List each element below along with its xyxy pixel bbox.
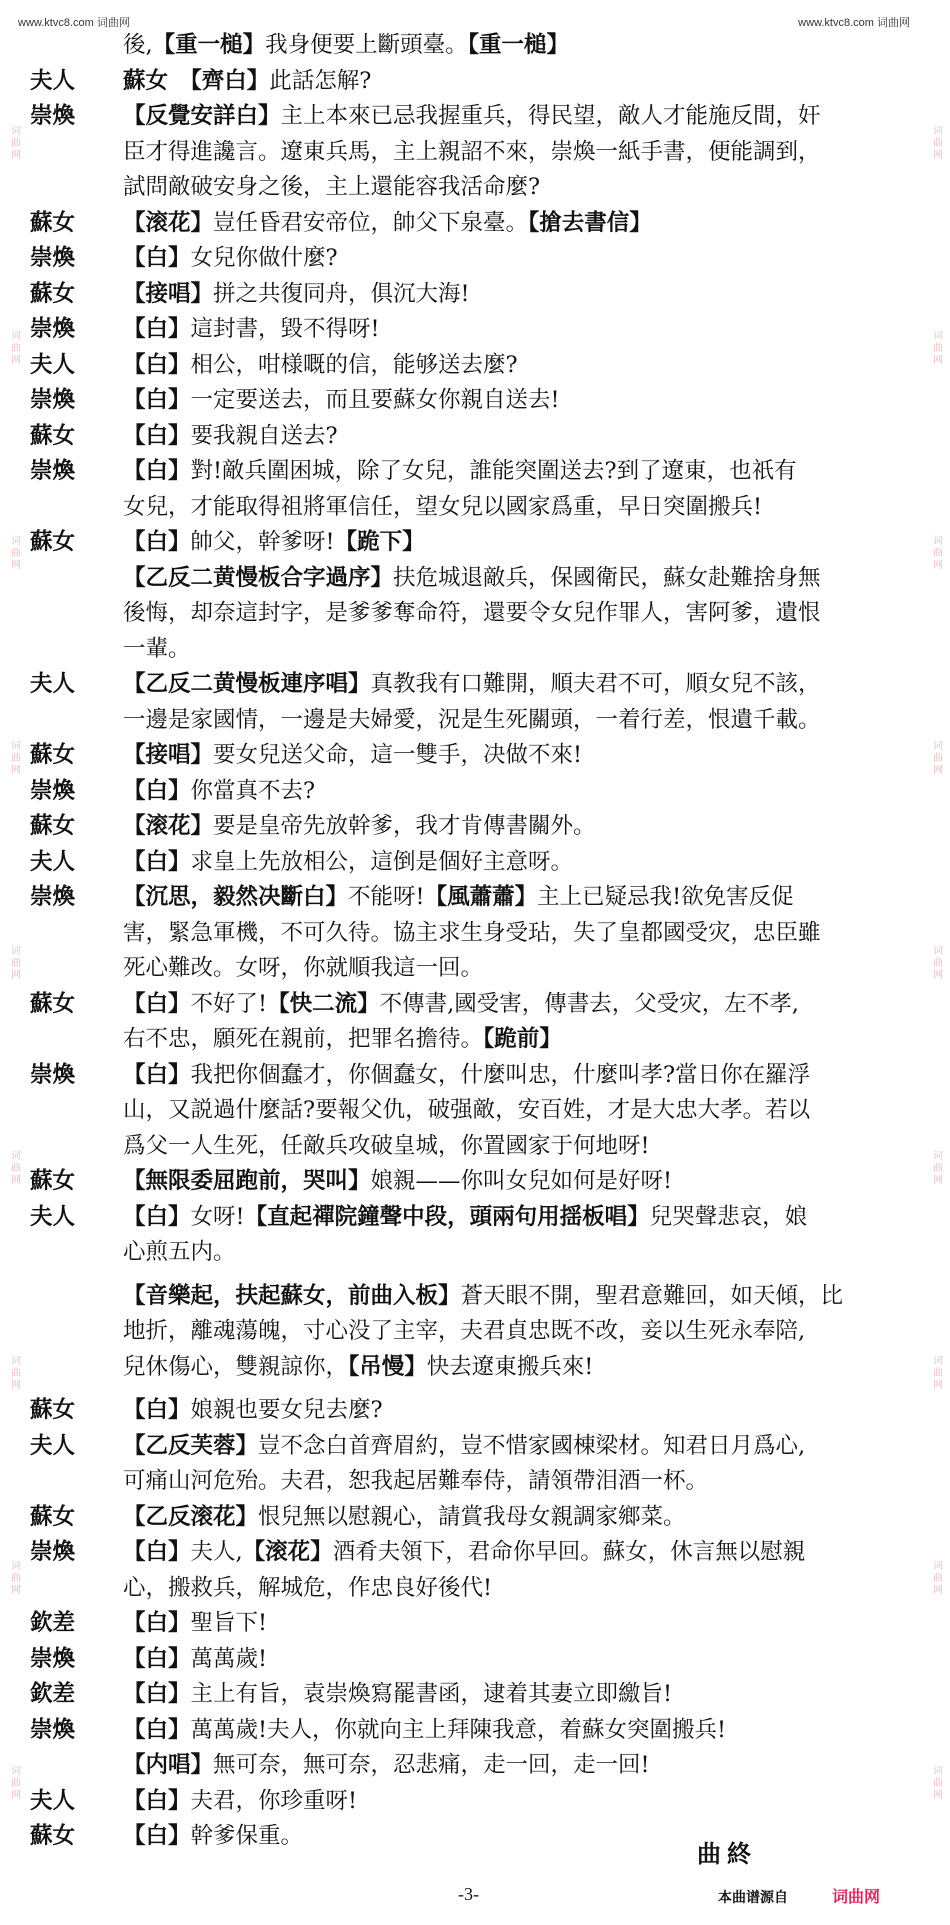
speaker-name: 夫人 — [30, 671, 76, 697]
stage-direction: 【乙反滚花】 — [123, 1503, 259, 1530]
script-line — [30, 809, 918, 845]
stage-direction: 【白】 — [123, 1203, 191, 1230]
watermark-text: 词曲网 — [930, 1559, 942, 1596]
line-text — [123, 1571, 918, 1607]
script-line — [30, 1350, 918, 1386]
lyric-text: 心，搬救兵，解城危，作忠良好後代! — [123, 1574, 493, 1601]
lyric-text: 右不忠，願死在親前，把罪名擔待。 — [123, 1026, 484, 1052]
script-line — [30, 596, 918, 632]
script-line — [30, 1500, 918, 1536]
lyric-text: 試問敵破安身之後，主上還能容我活命麼? — [123, 174, 541, 200]
stage-direction: 【重一槌】 — [152, 32, 266, 58]
watermark-text: 词曲网 — [8, 1354, 20, 1391]
stage-direction: 【白】 — [123, 245, 191, 271]
watermark-text: 词曲网 — [8, 329, 20, 366]
speaker-name: 崇煥 — [30, 1716, 76, 1743]
line-text — [123, 738, 918, 774]
lyric-text: 夫君，你珍重呀! — [190, 1787, 358, 1814]
script-line — [30, 1129, 918, 1165]
left-margin-watermarks — [0, 40, 28, 1885]
line-text — [123, 419, 918, 455]
watermark-text: 词曲网 — [8, 534, 20, 571]
line-text — [123, 525, 918, 561]
lyric-text: 無可奈，無可奈，忍悲痛，走一回，走一回! — [213, 1752, 650, 1778]
line-text — [123, 916, 918, 952]
script-line — [30, 703, 918, 739]
stage-direction: 【直起禪院鐘聲中段，頭兩句用揺板唱】 — [244, 1203, 650, 1230]
stage-direction: 【白】 — [123, 848, 191, 875]
script-line — [30, 738, 918, 774]
line-text — [123, 1393, 918, 1429]
script-line — [30, 1314, 918, 1350]
script-line — [30, 277, 918, 313]
lyric-text: 要女兒送父命，這一雙手，决做不來! — [213, 742, 583, 768]
speaker-name: 夫人 — [30, 1787, 76, 1814]
lyric-text: 求皇上先放相公，這倒是個好主意呀。 — [190, 848, 574, 875]
right-margin-watermarks — [922, 40, 950, 1885]
stage-direction: 【接唱】 — [123, 742, 214, 768]
source-credit: 本曲谱源自 — [718, 1889, 788, 1905]
stage-direction: 【白】 — [123, 1681, 191, 1707]
script-line — [30, 1164, 918, 1200]
lyric-text: 對!敵兵圍困城，除了女兒，誰能突圍送去?到了遼東，也祇有 — [190, 458, 797, 484]
stage-direction: 【無限委屈跑前，哭叫】 — [123, 1168, 371, 1194]
lyric-text: 主上有旨，袁崇煥寫罷書函，逮着其妻立即繳旨! — [190, 1681, 673, 1707]
line-text — [123, 1022, 918, 1058]
line-text — [123, 1500, 918, 1536]
line-text — [123, 951, 918, 987]
stage-direction: 【吊慢】 — [348, 1353, 427, 1380]
speaker-name: 夫人 — [30, 1203, 76, 1230]
brand-logo: 词曲网 — [832, 1889, 881, 1906]
script-line — [30, 1606, 918, 1642]
speaker-name: 蘇女 — [30, 1503, 76, 1530]
speaker-name: 蘇女 — [30, 990, 76, 1017]
lyric-text: 不能呀! — [348, 884, 425, 910]
script-line — [30, 916, 918, 952]
script-line — [30, 1748, 918, 1784]
speaker-name: 崇煥 — [30, 103, 76, 129]
stage-direction: 【乙反二黄慢板合字過序】 — [123, 564, 394, 591]
lyric-text: 蒼天眼不開，聖君意難回，如天傾，比 — [460, 1282, 844, 1309]
script-line — [30, 64, 918, 100]
watermark-text: 词曲网 — [8, 944, 20, 981]
lyric-text: 女呀! — [190, 1203, 245, 1230]
lyric-text: 後悔，却奈這封字，是爹爹奪命符，還要令女兒作罪人，害阿爹，遺恨 — [123, 600, 821, 626]
speaker-name: 崇煥 — [30, 777, 76, 804]
line-text — [123, 1093, 918, 1129]
script-line — [30, 135, 918, 171]
speaker-name: 崇煥 — [30, 1539, 76, 1565]
stage-direction: 【内唱】 — [123, 1752, 214, 1778]
script-line — [30, 1279, 918, 1315]
lyric-text: 不傳書,國受害，傳書去，父受灾，左不孝, — [379, 990, 799, 1017]
page-number: -3- — [458, 1884, 479, 1904]
speaker-name: 崇煥 — [30, 245, 76, 271]
stage-direction: 【風蕭蕭】 — [424, 884, 538, 910]
script-line — [30, 774, 918, 810]
speaker-name: 蘇女 — [30, 742, 76, 768]
lyric-text: 豈任昏君安帝位，帥父下泉臺。 — [213, 209, 529, 236]
script-line — [30, 206, 918, 242]
speaker-name: 夫人 — [30, 67, 76, 94]
lyric-text: 一邊是家國情，一邊是夫婦愛，況是生死關頭，一着行差，恨遺千載。 — [123, 706, 821, 733]
stage-direction: 【反覺安詳白】 — [123, 103, 281, 129]
lyric-text: 一輩。 — [123, 635, 191, 662]
line-text — [123, 1535, 918, 1571]
lyric-text: 萬萬歲! — [190, 1645, 268, 1672]
lyric-text: 死心難改。女呀，你就順我這一回。 — [123, 955, 484, 981]
line-text — [123, 1350, 918, 1386]
watermark-text: 词曲网 — [930, 124, 942, 161]
watermark-text: 词曲网 — [930, 1354, 942, 1391]
script-line — [30, 1200, 918, 1236]
speaker-name: 夫人 — [30, 351, 76, 378]
line-text — [123, 1058, 918, 1094]
stage-direction: 【滚花】 — [123, 209, 214, 236]
stage-direction: 【滚花】 — [123, 813, 214, 839]
lyric-text: 爲父一人生死，任敵兵攻破皇城，你置國家于何地呀! — [123, 1132, 650, 1159]
watermark-text: 词曲网 — [8, 1149, 20, 1186]
lyric-text: 你當真不去? — [190, 777, 316, 804]
script-line — [30, 525, 918, 561]
page-footer — [0, 1834, 950, 1924]
lyric-text: 夫人, — [190, 1539, 243, 1565]
script-line — [30, 1713, 918, 1749]
lyric-text: 帥父，幹爹呀! — [190, 529, 335, 555]
lyric-text: 真教我有口難開，順夫君不可，順女兒不該， — [370, 671, 821, 697]
script-line — [30, 383, 918, 419]
lyric-text: 豈不念白首齊眉約，豈不惜家國棟梁材。知君日月爲心, — [258, 1432, 806, 1459]
lyric-text: 害，緊急軍機，不可久待。協主求生身受玷，失了皇都國受灾，忠臣雖 — [123, 919, 821, 946]
lyric-text: 主上本來已忌我握重兵，得民望，敵人才能施反間，奸 — [280, 103, 821, 129]
stage-direction: 【白】 — [123, 1539, 191, 1565]
stage-direction: 【跪下】 — [334, 529, 425, 555]
stage-direction: 【跪前】 — [483, 1026, 562, 1052]
script-line — [30, 561, 918, 597]
watermark-text: 词曲网 — [8, 124, 20, 161]
line-text — [123, 845, 918, 881]
stage-direction: 【乙反二黄慢板連序唱】 — [123, 671, 371, 697]
stage-direction: 【重一槌】 — [467, 32, 569, 58]
lyric-text: 我身便要上斷頭臺。 — [265, 32, 468, 58]
script-line — [30, 454, 918, 490]
stage-direction: 【快二流】 — [267, 990, 380, 1017]
stage-direction: 【白】 — [123, 1397, 191, 1423]
line-text — [123, 1748, 918, 1784]
stage-direction: 【白】 — [123, 529, 191, 555]
speaker-name: 夫人 — [30, 1432, 76, 1459]
script-line — [30, 987, 918, 1023]
end-mark: 曲終 — [697, 1839, 757, 1868]
speaker-name: 欽差 — [30, 1681, 76, 1707]
lyric-text: 心煎五内。 — [123, 1239, 236, 1265]
watermark-text: 词曲网 — [8, 1559, 20, 1596]
script-line — [30, 28, 918, 64]
lyric-text: 地折，離魂蕩魄，寸心没了主宰，夫君貞忠既不改，妾以生死永奉陪, — [123, 1318, 806, 1344]
line-text — [123, 490, 918, 526]
script-line — [30, 880, 918, 916]
line-text — [123, 1235, 918, 1271]
watermark-text: 词曲网 — [930, 329, 942, 366]
lyric-text: 女兒你做什麼? — [190, 245, 338, 271]
lyric-text: 要是皇帝先放幹爹，我才肯傳書關外。 — [213, 813, 596, 839]
line-text — [123, 348, 918, 384]
line-text — [123, 1464, 918, 1500]
stage-direction: 【白】 — [123, 1787, 191, 1814]
lyric-text: 幹爹保重。 — [190, 1823, 304, 1849]
line-text — [123, 1279, 918, 1315]
speaker-name: 崇煥 — [30, 316, 76, 342]
stage-direction: 【滚花】 — [242, 1539, 333, 1565]
lyric-text: 此話怎解? — [269, 67, 372, 94]
line-text — [123, 1713, 918, 1749]
speaker-name: 蘇女 — [30, 813, 76, 839]
speaker-name: 蘇女 — [30, 280, 76, 307]
speaker-name: 蘇女 — [30, 529, 76, 555]
script-line — [30, 1571, 918, 1607]
watermark-text: 词曲网 — [930, 534, 942, 571]
script-line — [30, 312, 918, 348]
script-line — [30, 99, 918, 135]
stage-direction: 【音樂起，扶起蘇女，前曲入板】 — [123, 1282, 461, 1309]
script-line — [30, 490, 918, 526]
lyric-text: 女兒，才能取得祖將軍信任，望女兒以國家爲重，早日突圍搬兵! — [123, 493, 763, 520]
script-line — [30, 170, 918, 206]
speaker-name: 欽差 — [30, 1610, 76, 1636]
watermark-text: 词曲网 — [930, 1149, 942, 1186]
script-line — [30, 419, 918, 455]
watermark-text: 词曲网 — [930, 1764, 942, 1801]
line-text — [123, 632, 918, 668]
lyric-text: 娘親也要女兒去麼? — [190, 1397, 383, 1423]
lyric-text: 娘親——你叫女兒如何是好呀! — [370, 1168, 673, 1194]
script-line — [30, 1677, 918, 1713]
stage-direction: 【白】 — [123, 1716, 191, 1743]
lyric-text: 我把你個蠢才，你個蠢女，什麼叫忠，什麼叫孝?當日你在羅浮 — [190, 1061, 811, 1088]
lyric-text: 不好了! — [190, 990, 268, 1017]
site-url-left: www.ktvc8.com 词曲网 — [18, 17, 130, 29]
speaker-name: 崇煥 — [30, 1645, 76, 1672]
stage-direction: 【白】 — [123, 316, 191, 342]
line-text — [123, 1642, 918, 1678]
line-text — [123, 383, 918, 419]
line-text — [123, 1200, 918, 1236]
line-text — [123, 561, 918, 597]
script-line — [30, 632, 918, 668]
script-line — [30, 1535, 918, 1571]
script-line — [30, 1093, 918, 1129]
stage-direction: 【白】 — [123, 351, 191, 378]
line-text — [123, 987, 918, 1023]
site-url-right: www.ktvc8.com 词曲网 — [798, 17, 910, 29]
lyric-text: 拼之共復同舟，俱沉大海! — [213, 280, 470, 307]
line-text — [123, 312, 918, 348]
lyric-text: 聖旨下! — [190, 1610, 268, 1636]
script-body — [30, 28, 918, 1855]
stage-direction: 【白】 — [123, 422, 191, 449]
line-text — [123, 1314, 918, 1350]
line-text — [123, 1784, 918, 1820]
lyric-text: 這封書，毀不得呀! — [190, 316, 380, 342]
lyric-text: 扶危城退敵兵，保國衛民，蘇女赴難捨身無 — [393, 564, 821, 591]
lyric-text: 快去遼東搬兵來! — [426, 1353, 594, 1380]
watermark-text: 词曲网 — [8, 739, 20, 776]
script-line — [30, 845, 918, 881]
line-text — [123, 454, 918, 490]
lyric-text: 萬萬歲!夫人，你就向主上拜陳我意，着蘇女突圍搬兵! — [190, 1716, 727, 1743]
lyric-text: 臣才得進讒言。遼東兵馬，主上親詔不來，崇煥一紙手書，便能調到， — [123, 138, 821, 165]
stage-direction: 【白】 — [123, 1061, 191, 1088]
line-text — [123, 703, 918, 739]
script-line — [30, 1022, 918, 1058]
lyric-text: 相公，咁様嘅的信，能够送去麼? — [190, 351, 518, 378]
script-line — [30, 1058, 918, 1094]
line-text — [123, 880, 918, 916]
lyric-text: 一定要送去，而且要蘇女你親自送去! — [190, 387, 560, 413]
line-text — [123, 596, 918, 632]
script-line — [30, 1784, 918, 1820]
line-text — [123, 135, 918, 171]
stage-direction: 【白】 — [123, 990, 191, 1017]
script-line — [30, 667, 918, 703]
watermark-text: 词曲网 — [930, 739, 942, 776]
stage-direction: 【白】 — [123, 1610, 191, 1636]
lyric-text: 後, — [123, 32, 153, 58]
stage-direction: 【搶去書信】 — [528, 209, 652, 236]
speaker-name: 蘇女 — [30, 1823, 76, 1849]
line-text — [123, 1606, 918, 1642]
stage-direction: 【齊白】 — [190, 67, 270, 94]
script-line — [30, 1464, 918, 1500]
line-text — [123, 1164, 918, 1200]
lyric-text: 酒肴夫領下，君命你早回。蘇女，休言無以慰親 — [332, 1539, 806, 1565]
speaker-name: 崇煥 — [30, 387, 76, 413]
speaker-name: 蘇女 — [30, 1397, 76, 1423]
lyric-text: 可痛山河危殆。夫君，恕我起居難奉侍，請領帶泪酒一杯。 — [123, 1468, 709, 1494]
watermark-text: 词曲网 — [930, 944, 942, 981]
script-line — [30, 348, 918, 384]
line-text — [123, 277, 918, 313]
lyric-text: 恨兒無以慰親心，請賞我母女親調家鄉菜。 — [258, 1503, 686, 1530]
speaker-name: 崇煥 — [30, 1061, 76, 1088]
line-text — [123, 774, 918, 810]
stage-direction: 【白】 — [123, 1823, 191, 1849]
stage-direction: 【白】 — [123, 1645, 191, 1672]
line-text — [123, 809, 918, 845]
speaker-name: 崇煥 — [30, 458, 76, 484]
script-line — [30, 1642, 918, 1678]
speaker-name: 蘇女 — [30, 209, 76, 236]
script-line — [30, 1235, 918, 1271]
lyric-text: 兒休傷心，雙親諒你， — [123, 1353, 349, 1380]
script-line — [30, 241, 918, 277]
script-line — [30, 1393, 918, 1429]
script-line — [30, 1429, 918, 1465]
watermark-text: 词曲网 — [8, 1764, 20, 1801]
line-text — [123, 206, 918, 242]
stage-direction: 【白】 — [123, 387, 191, 413]
stage-direction: 蘇女 — [123, 67, 191, 94]
line-text — [123, 99, 918, 135]
stage-direction: 【白】 — [123, 777, 191, 804]
stage-direction: 【乙反芙蓉】 — [123, 1432, 259, 1459]
lyric-text: 主上已疑忌我!欲免害反促 — [537, 884, 794, 910]
line-text — [123, 170, 918, 206]
speaker-name: 蘇女 — [30, 422, 76, 449]
stage-direction: 【接唱】 — [123, 280, 214, 307]
line-text — [123, 28, 918, 64]
stage-direction: 【白】 — [123, 458, 191, 484]
speaker-name: 崇煥 — [30, 884, 76, 910]
speaker-name: 蘇女 — [30, 1168, 76, 1194]
lyric-text: 山，又説過什麼話?要報父仇，破强敵，安百姓，才是大忠大孝。若以 — [123, 1097, 811, 1123]
line-text — [123, 1129, 918, 1165]
script-line — [30, 951, 918, 987]
line-text — [123, 241, 918, 277]
line-text — [123, 1429, 918, 1465]
line-text — [123, 64, 918, 100]
line-text — [123, 667, 918, 703]
lyric-text: 要我親自送去? — [190, 422, 338, 449]
lyric-text: 兒哭聲悲哀，娘 — [649, 1203, 808, 1230]
speaker-name: 夫人 — [30, 848, 76, 875]
stage-direction: 【沉思，毅然决斷白】 — [123, 884, 349, 910]
line-text — [123, 1677, 918, 1713]
